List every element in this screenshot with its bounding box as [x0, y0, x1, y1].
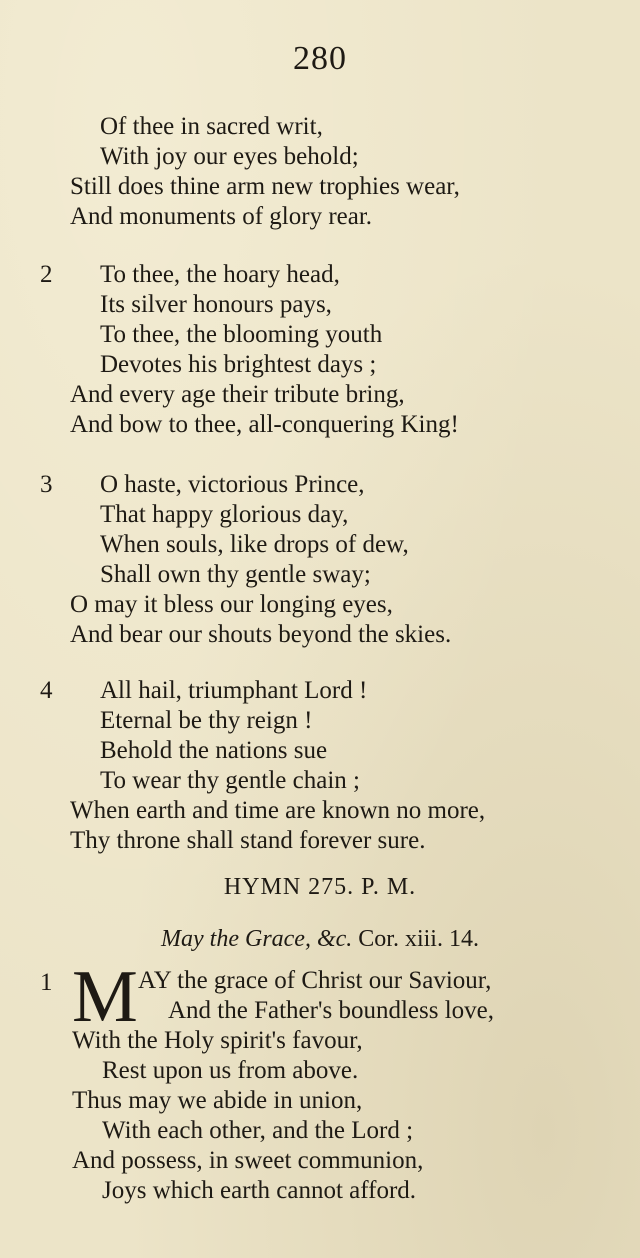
stanza-number: 3	[40, 471, 53, 498]
stanza-number: 4	[40, 677, 53, 704]
hymn-scripture-reference: Cor. xiii. 14.	[358, 926, 479, 952]
verse-line: Joys which earth cannot afford.	[102, 1177, 417, 1204]
verse-line: Shall own thy gentle sway;	[100, 561, 371, 588]
verse-line: And every age their tribute bring,	[70, 381, 405, 408]
stanza-number: 1	[40, 969, 53, 996]
verse-line: With each other, and the Lord ;	[102, 1117, 414, 1144]
verse-line: And the Father's boundless love,	[168, 997, 494, 1024]
verse-line: And bow to thee, all-conquering King!	[70, 411, 459, 438]
verse-line: When souls, like drops of dew,	[100, 531, 409, 558]
verse-line: Eternal be thy reign !	[100, 707, 313, 734]
verse-line: To thee, the blooming youth	[100, 321, 383, 348]
verse-line: With the Holy spirit's favour,	[72, 1027, 363, 1054]
verse-line: To thee, the hoary head,	[100, 261, 340, 288]
verse-line: Of thee in sacred writ,	[100, 113, 323, 140]
hymn-subtitle-italic: May the Grace, &c.	[161, 926, 353, 952]
verse-line: Thy throne shall stand forever sure.	[70, 827, 426, 854]
verse-line: Its silver honours pays,	[100, 291, 332, 318]
verse-line: With joy our eyes behold;	[100, 143, 359, 170]
verse-line: Thus may we abide in union,	[72, 1087, 363, 1114]
verse-line: All hail, triumphant Lord !	[100, 677, 368, 704]
page-number: 280	[293, 40, 347, 77]
verse-line: To wear thy gentle chain ;	[100, 767, 360, 794]
hymn-title: HYMN 275. P. M.	[223, 874, 417, 900]
verse-line: That happy glorious day,	[100, 501, 349, 528]
stanza-number: 2	[40, 261, 53, 288]
verse-line: When earth and time are known no more,	[70, 797, 486, 824]
drop-cap: M	[72, 956, 138, 1038]
verse-line: And bear our shouts beyond the skies.	[70, 621, 452, 648]
verse-line: And possess, in sweet communion,	[72, 1147, 424, 1174]
verse-line: Rest upon us from above.	[102, 1057, 359, 1084]
verse-line: Devotes his brightest days ;	[100, 351, 377, 378]
verse-line: O may it bless our longing eyes,	[70, 591, 393, 618]
verse-line: AY the grace of Christ our Saviour,	[138, 967, 492, 994]
verse-line: Behold the nations sue	[100, 737, 328, 764]
verse-line: And monuments of glory rear.	[70, 203, 373, 230]
verse-line: O haste, victorious Prince,	[100, 471, 365, 498]
verse-line: Still does thine arm new trophies wear,	[70, 173, 460, 200]
hymn-subtitle	[0, 924, 640, 954]
